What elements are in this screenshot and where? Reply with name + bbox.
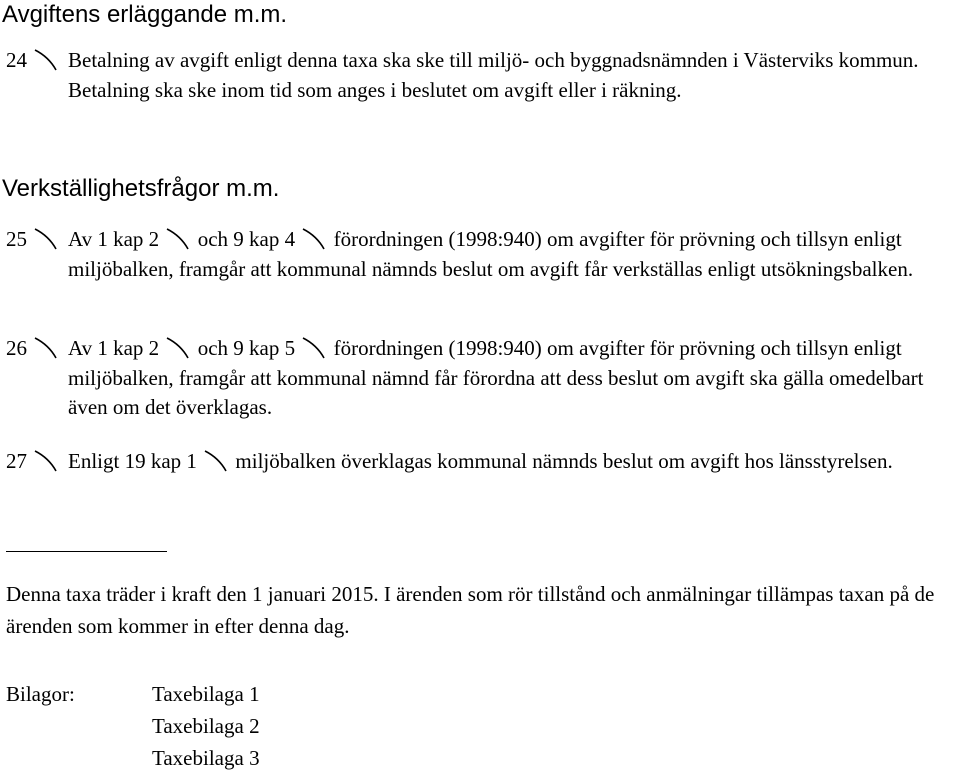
section-sign-icon xyxy=(164,337,192,359)
paragraph-number: 26 xyxy=(6,334,60,364)
paragraph-26 xyxy=(6,334,951,423)
section-sign-icon xyxy=(32,228,60,250)
paragraph-24 xyxy=(6,46,951,105)
section-sign-icon xyxy=(164,228,192,250)
paragraph-number: 25 xyxy=(6,225,60,255)
section-sign-icon xyxy=(32,450,60,472)
paragraph-25 xyxy=(6,225,951,284)
section-heading-payment: Avgiftens erläggande m.m. xyxy=(2,1,288,28)
paragraph-text: Betalning av avgift enligt denna taxa ska ske till miljö- och byggnadsnämnden i Västerviks kommun. Betalning ska ske inom tid som anges i beslutet om avgift eller i räkning. xyxy=(68,48,919,102)
appendix-list xyxy=(152,678,260,773)
section-sign-icon xyxy=(202,450,230,472)
paragraph-27 xyxy=(6,447,951,477)
paragraph-number: 24 xyxy=(6,46,60,76)
appendix-item: Taxebilaga 2 xyxy=(152,714,260,738)
section-sign-icon xyxy=(300,228,328,250)
section-sign-icon xyxy=(32,337,60,359)
paragraph-text: Av 1 kap 2 och 9 kap 4 förordningen (1998:940) om avgifter för prövning och tillsyn enligt miljöbalken, framgår att kommunal nämnds beslut om avgift får verkställas enligt utsökningsbalken. xyxy=(68,227,914,281)
appendix-item: Taxebilaga 3 xyxy=(152,746,260,770)
section-heading-enforcement: Verkställighetsfrågor m.m. xyxy=(2,175,280,202)
effective-date-text: Denna taxa träder i kraft den 1 januari 2015. I ärenden som rör tillstånd och anmälningar tillämpas taxan på de ärenden som kommer in efter denna dag. xyxy=(6,582,935,638)
appendix-item: Taxebilaga 1 xyxy=(152,682,260,706)
paragraph-number: 27 xyxy=(6,447,60,477)
divider xyxy=(6,551,167,552)
paragraph-text: Enligt 19 kap 1 miljöbalken överklagas kommunal nämnds beslut om avgift hos länsstyrelsen. xyxy=(68,449,893,473)
paragraph-text: Av 1 kap 2 och 9 kap 5 förordningen (1998:940) om avgifter för prövning och tillsyn enligt miljöbalken, framgår att kommunal nämnd får förordna att dess beslut om avgift ska gälla omedelbart även om det överklagas. xyxy=(68,336,924,419)
section-sign-icon xyxy=(300,337,328,359)
section-sign-icon xyxy=(32,49,60,71)
appendix-label: Bilagor: xyxy=(6,682,75,706)
